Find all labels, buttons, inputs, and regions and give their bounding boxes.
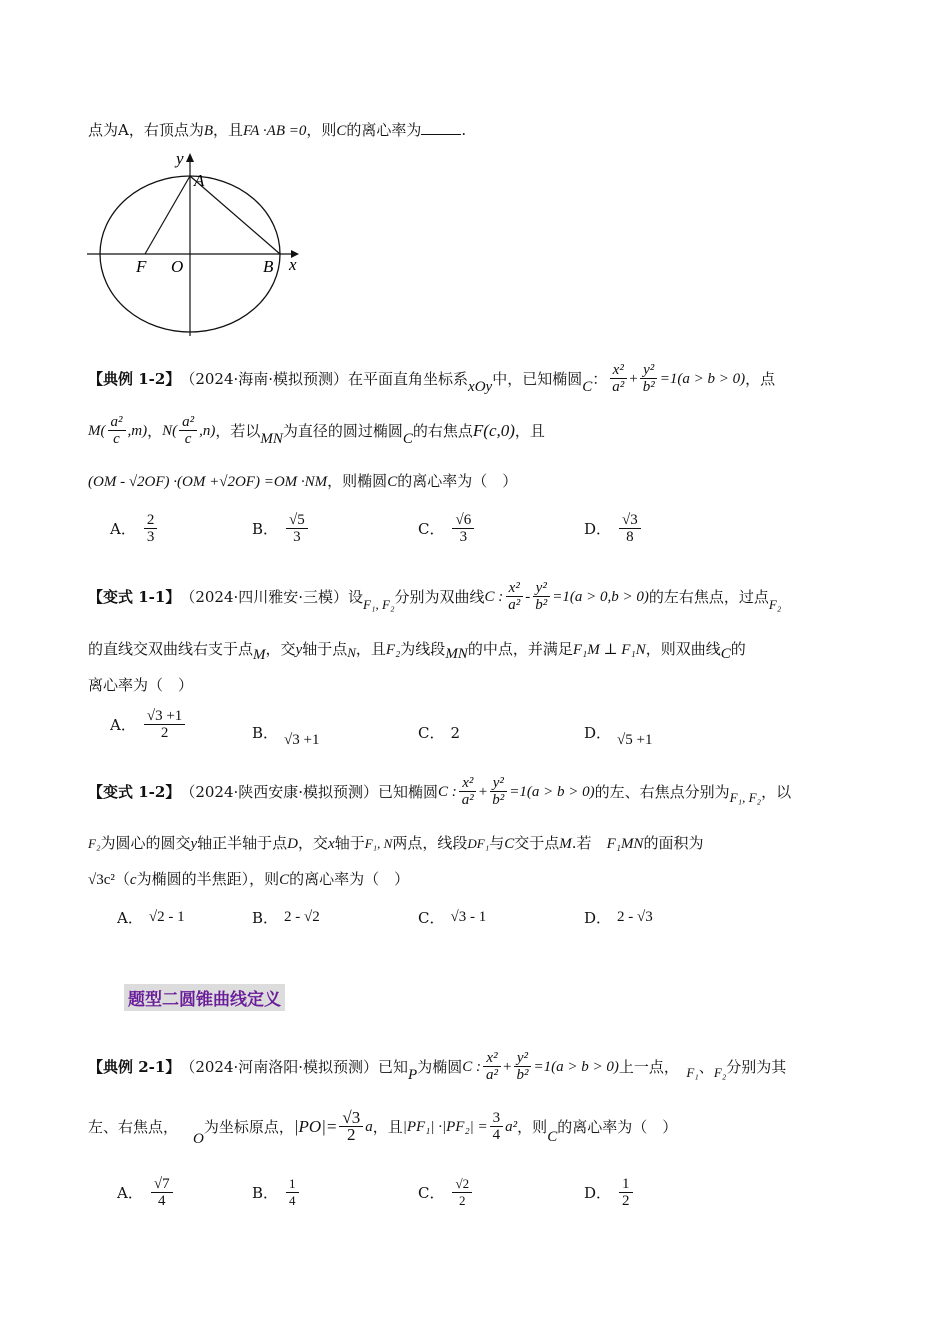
label-b: B: [263, 257, 274, 276]
var12-option-a[interactable]: A． √2 - 1: [117, 909, 185, 927]
ex21-option-c[interactable]: C． $\frac{√2}{2}$: [418, 1176, 474, 1209]
answer-blank: [421, 120, 461, 135]
frac-m: $\frac{\text{a²}}{c}$: [108, 414, 126, 447]
ex21-line2: 左、右焦点， O 为坐标原点， |PO|= $\frac{√3}{2}$ a ，且 |PF₁| ·|PF₂| = $\frac{3}{4}$ a² ，则 C 的离心率为（ ）: [88, 1108, 678, 1147]
ex12-option-c[interactable]: C． $\frac{√6}{3}$: [418, 512, 476, 545]
section-title: 题型二圆锥曲线定义: [124, 984, 285, 1011]
frac-x2-a2: $\frac{\text{x²}}{\text{a²}}$: [609, 362, 627, 395]
label-x: x: [289, 255, 297, 274]
ex12-option-a[interactable]: A． $\frac{2}{3}$: [110, 512, 159, 545]
var11-line3: 离心率为（ ）: [88, 676, 194, 694]
label-y: y: [176, 149, 184, 168]
var11-line2: 的直线交双曲线右支于点M，交y轴于点N，且F₂为线段MN的中点，并满足F₁M ⊥ F₁N，则双曲线C的: [88, 640, 746, 663]
intro-line: 点为A，右顶点为B，且FA ·AB =0，则C的离心率为 .: [88, 121, 467, 139]
ex21-option-b[interactable]: B． $\frac{1}{4}$: [252, 1176, 301, 1209]
ex21-option-d[interactable]: D． $\frac{1}{2}$: [584, 1176, 635, 1209]
frac-n: $\frac{\text{a²}}{c}$: [179, 414, 197, 447]
var11-option-d[interactable]: D． √5 +1: [584, 724, 653, 748]
var12-option-d[interactable]: D． 2 - √3: [584, 909, 653, 927]
var12-line3: √3c²（c为椭圆的半焦距），则C的离心率为（ ）: [88, 870, 410, 888]
var11-option-a[interactable]: A． $\frac{√3 +1}{2}$: [110, 708, 187, 741]
label-f: F: [136, 257, 147, 276]
frac-y2-b2: $\frac{\text{y²}}{\text{b²}}$: [640, 362, 658, 395]
var12-line1: 【变式 1-2】 （2024·陕西安康·模拟预测）已知椭圆 C : $\frac{\text{x²}}{\text{a²}}$ + $\frac{\text{y²}}{\text{b²}}$ =1(a > b > 0) 的左、右焦点分别为 F₁, F₂ ，以: [88, 775, 792, 808]
ex12-line1: 【典例 1-2】 （2024·海南·模拟预测）在平面直角坐标系 xOy 中，已知椭圆 C ： $\frac{\text{x²}}{\text{a²}}$ + $\frac{\text{y²}}{\text{b²}}$ =1(a > b > 0) ，点: [88, 362, 776, 395]
var12-option-c[interactable]: C． √3 - 1: [418, 909, 487, 927]
var12-option-b[interactable]: B． 2 - √2: [252, 909, 320, 927]
ellipse-figure: [85, 148, 305, 340]
var11-option-b[interactable]: B． √3 +1: [252, 724, 320, 748]
ex12-line2: M( $\frac{\text{a²}}{c}$ ,m) ， N( $\frac{\text{a²}}{c}$ ,n) ，若以 MN 为直径的圆过椭圆 C 的右焦点 F(c,0) ，且: [88, 414, 545, 447]
var11-option-c[interactable]: C． 2: [418, 723, 461, 742]
var12-line2: F₂为圆心的圆交y轴正半轴于点D，交x轴于F₁, N两点，线段DF₁与C交于点M.若 F₁MN的面积为: [88, 834, 704, 852]
segment-fa: [145, 176, 190, 254]
ex12-line3: (OM - √2OF) ·(OM +√2OF) =OM ·NM，则椭圆C的离心率为（ ）: [88, 472, 518, 490]
label-o: O: [171, 257, 184, 276]
ex21-line1: 【典例 2-1】 （2024·河南洛阳·模拟预测）已知 P 为椭圆 C : $\frac{\text{x²}}{\text{a²}}$ + $\frac{\text{y²}}{\text{b²}}$ =1(a > b > 0) 上一点， F₁ 、 F₂ 分别为其: [88, 1050, 787, 1083]
ex21-option-a[interactable]: A． $\frac{√7}{4}$: [117, 1176, 175, 1209]
var11-line1: 【变式 1-1】 （2024·四川雅安·三模）设 F₁, F₂ 分别为双曲线 C : $\frac{\text{x²}}{\text{a²}}$ - $\frac{\text{y²}}{\text{b²}}$ =1(a > 0,b > 0) 的左右焦点，过点 F₂: [88, 580, 782, 613]
y-axis-arrow: [186, 153, 194, 162]
label-a: A: [194, 171, 205, 190]
ex12-option-d[interactable]: D． $\frac{√3}{8}$: [584, 512, 643, 545]
ex12-option-b[interactable]: B． $\frac{√5}{3}$: [252, 512, 310, 545]
